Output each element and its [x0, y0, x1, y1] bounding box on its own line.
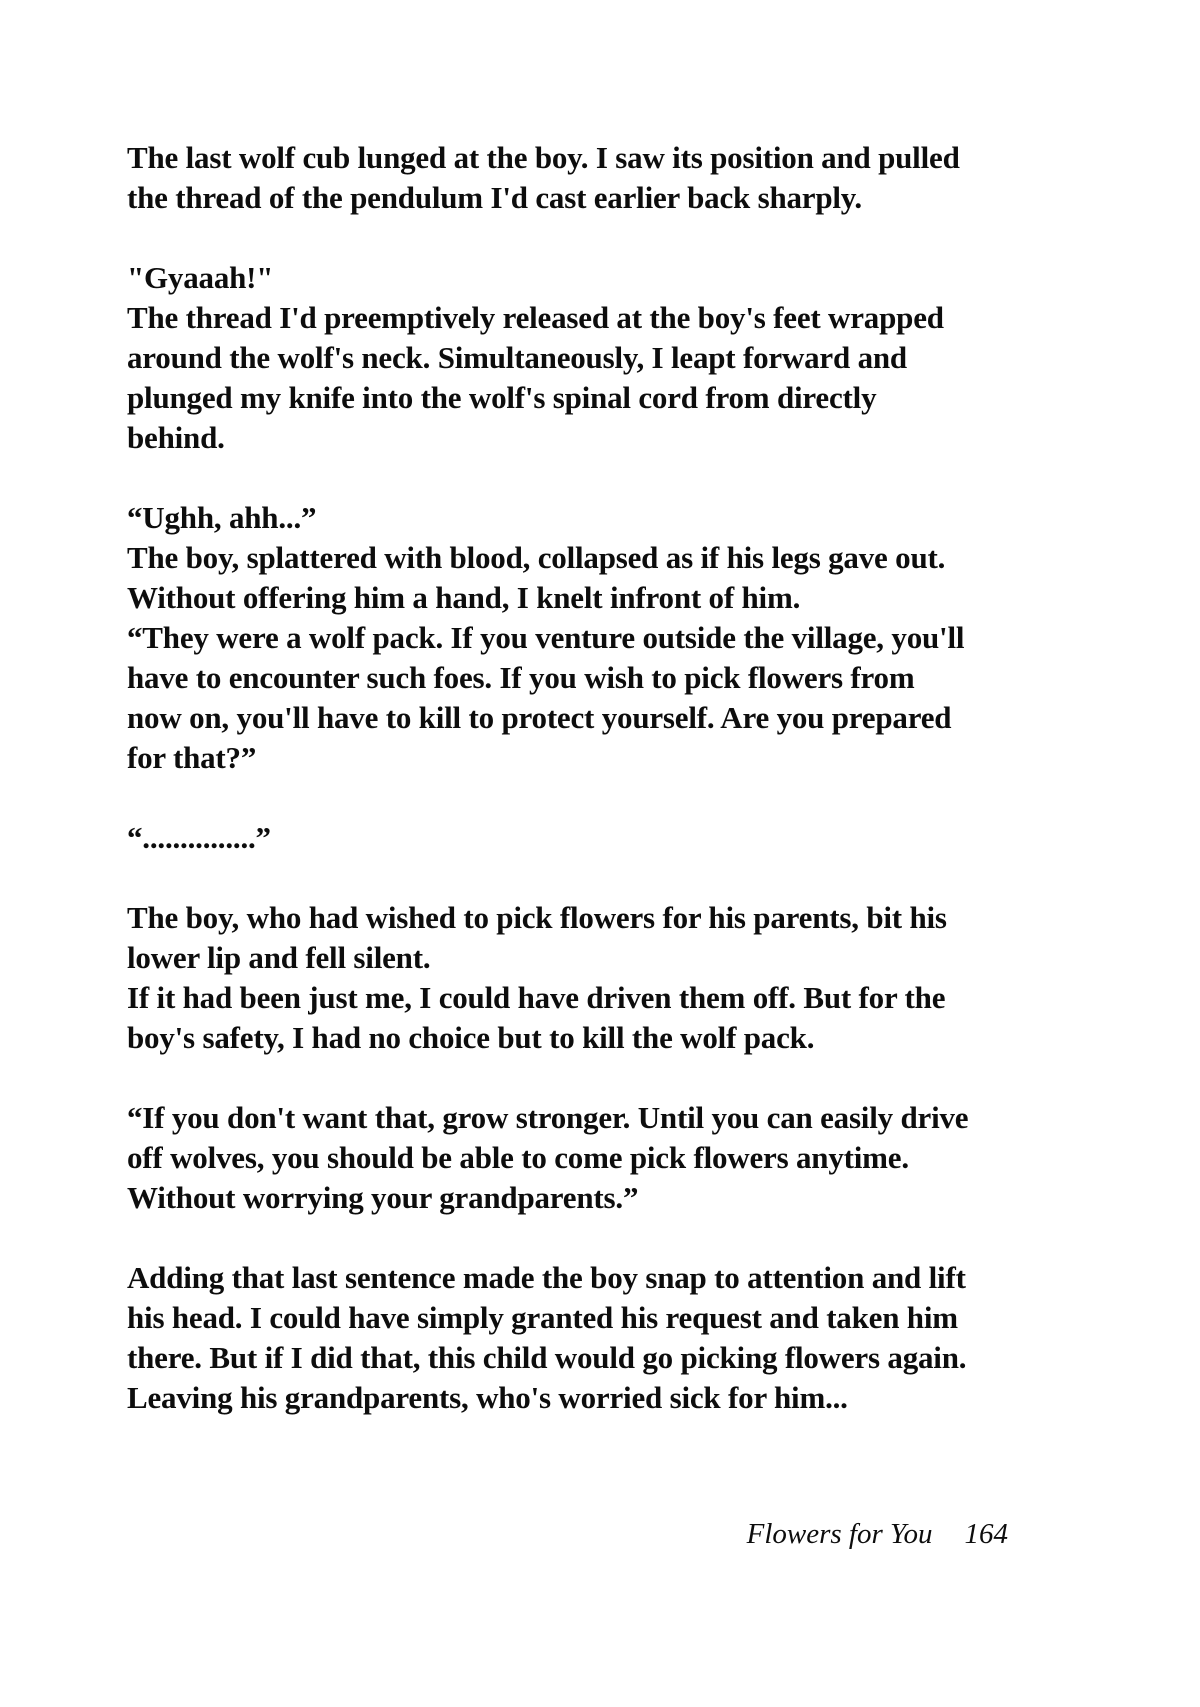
paragraph	[127, 1258, 1077, 1418]
page-footer	[747, 1516, 1008, 1552]
book-title: Flowers for You	[746, 1518, 933, 1550]
text-line: plunged my knife into the wolf's spinal cord from directly	[127, 380, 877, 415]
text-line: lower lip and fell silent.	[127, 940, 431, 975]
text-line: his head. I could have simply granted his request and taken him	[127, 1300, 958, 1335]
paragraph	[127, 498, 1077, 778]
text-line: Without worrying your grandparents.”	[127, 1180, 639, 1215]
text-line: "Gyaaah!"	[127, 260, 274, 295]
text-line: now on, you'll have to kill to protect yourself. Are you prepared	[127, 700, 952, 735]
text-line: have to encounter such foes. If you wish to pick flowers from	[127, 660, 915, 695]
paragraph	[127, 138, 1077, 218]
text-line: The thread I'd preemptively released at the boy's feet wrapped	[127, 300, 944, 335]
text-line: for that?”	[127, 740, 257, 775]
text-line: The last wolf cub lunged at the boy. I saw its position and pulled	[127, 140, 960, 175]
text-line: Leaving his grandparents, who's worried sick for him...	[127, 1380, 848, 1415]
text-line: “If you don't want that, grow stronger. Until you can easily drive	[127, 1100, 969, 1135]
text-line: boy's safety, I had no choice but to kill the wolf pack.	[127, 1020, 815, 1055]
paragraph	[127, 898, 1077, 1058]
text-line: the thread of the pendulum I'd cast earlier back sharply.	[127, 180, 862, 215]
paragraph	[127, 1098, 1077, 1218]
paragraph	[127, 818, 1077, 858]
text-line: The boy, who had wished to pick flowers for his parents, bit his	[127, 900, 947, 935]
paragraph	[127, 258, 1077, 458]
text-line: there. But if I did that, this child would go picking flowers again.	[127, 1340, 967, 1375]
text-line: “...............”	[127, 820, 271, 855]
text-line: If it had been just me, I could have driven them off. But for the	[127, 980, 946, 1015]
text-line: “Ughh, ahh...”	[127, 500, 317, 535]
text-line: Without offering him a hand, I knelt infront of him.	[127, 580, 801, 615]
text-line: Adding that last sentence made the boy snap to attention and lift	[127, 1260, 966, 1295]
text-line: around the wolf's neck. Simultaneously, I leapt forward and	[127, 340, 907, 375]
text-line: off wolves, you should be able to come pick flowers anytime.	[127, 1140, 909, 1175]
text-line: behind.	[127, 420, 225, 455]
page-text	[127, 138, 1077, 1418]
text-line: The boy, splattered with blood, collapsed as if his legs gave out.	[127, 540, 946, 575]
page-number: 164	[964, 1518, 1008, 1550]
text-line: “They were a wolf pack. If you venture outside the village, you'll	[127, 620, 965, 655]
